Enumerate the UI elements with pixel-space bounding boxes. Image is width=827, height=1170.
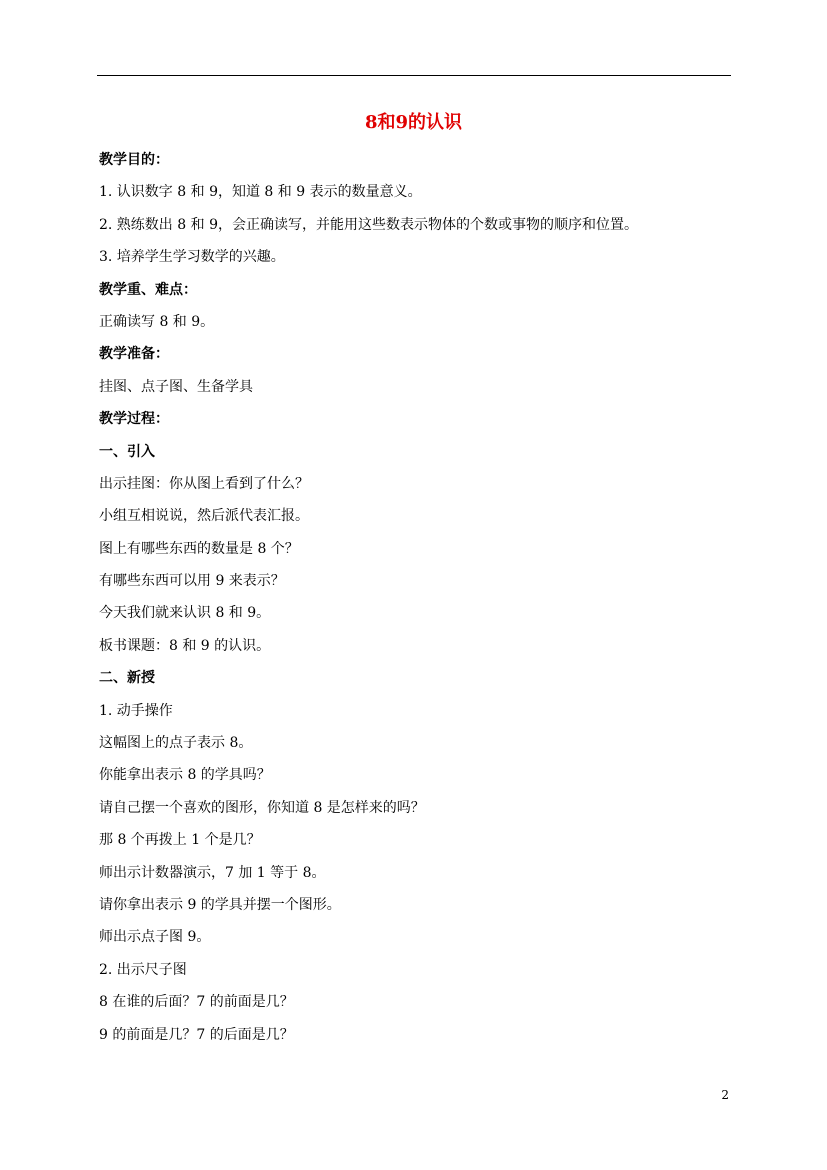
body-line: 请自己摆一个喜欢的图形，你知道 8 是怎样来的吗？ (99, 799, 425, 816)
section-heading: 教学准备： (99, 346, 169, 363)
header-rule (97, 75, 731, 76)
body-line: 那 8 个再拨上 1 个是几？ (99, 832, 261, 849)
body-line: 1. 认识数字 8 和 9，知道 8 和 9 表示的数量意义。 (99, 184, 422, 201)
document-body (99, 150, 739, 1057)
body-line: 出示挂图：你从图上看到了什么？ (99, 475, 309, 492)
body-line: 2. 熟练数出 8 和 9，会正确读写，并能用这些数表示物体的个数或事物的顺序和位置。 (99, 216, 638, 233)
document-title: 8和9的认识 (364, 112, 463, 133)
body-line: 有哪些东西可以用 9 来表示？ (99, 573, 285, 590)
body-line: 2. 出示尺子图 (99, 961, 187, 978)
section-heading: 教学重、难点： (99, 281, 197, 298)
body-line: 请你拿出表示 9 的学具并摆一个图形。 (99, 896, 341, 913)
body-line: 板书课题：8 和 9 的认识。 (99, 637, 271, 654)
body-line: 师出示点子图 9。 (99, 929, 211, 946)
body-line: 小组互相说说，然后派代表汇报。 (99, 508, 309, 525)
body-line: 正确读写 8 和 9。 (99, 313, 215, 330)
body-line: 这幅图上的点子表示 8。 (99, 735, 253, 752)
body-line: 今天我们就来认识 8 和 9。 (99, 605, 271, 622)
body-line: 你能拿出表示 8 的学具吗？ (99, 767, 271, 784)
body-line: 图上有哪些东西的数量是 8 个？ (99, 540, 299, 557)
body-line: 8 在谁的后面？7 的前面是几？ (99, 994, 294, 1011)
section-heading: 一、引入 (99, 443, 155, 460)
section-heading: 教学目的： (99, 152, 169, 168)
page-number: 2 (721, 1088, 729, 1102)
body-line: 挂图、点子图、生备学具 (99, 378, 253, 395)
section-heading: 教学过程： (99, 411, 169, 428)
body-line: 3. 培养学生学习数学的兴趣。 (99, 249, 285, 266)
section-heading: 二、新授 (99, 670, 155, 687)
body-line: 1. 动手操作 (99, 702, 173, 719)
body-line: 师出示计数器演示，7 加 1 等于 8。 (99, 864, 326, 881)
body-line: 9 的前面是几？7 的后面是几？ (99, 1026, 294, 1043)
